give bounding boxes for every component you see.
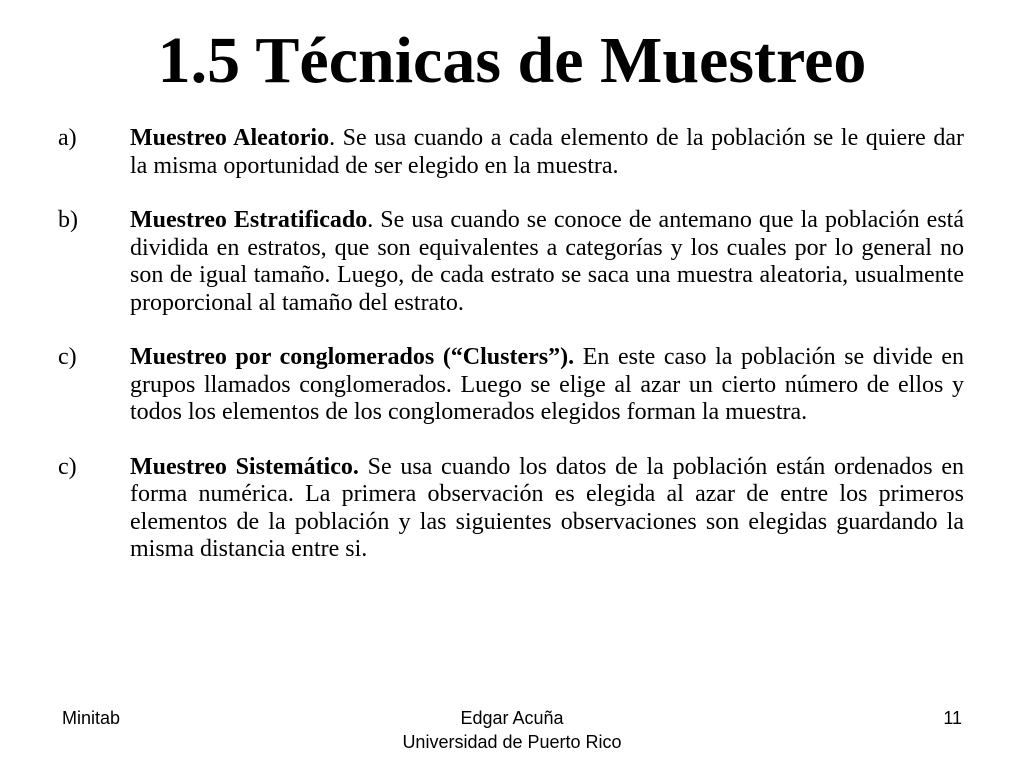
list-item-text bbox=[130, 125, 964, 180]
list-item-random-sampling bbox=[58, 125, 964, 180]
term-description: . Se usa cuando a cada elemento de la población se le quiere dar la misma oportunidad de ser elegido en la muestra. bbox=[130, 125, 964, 179]
list-marker: c) bbox=[58, 344, 77, 370]
slide-title: 1.5 Técnicas de Muestreo bbox=[157, 24, 867, 97]
list-item-text bbox=[130, 207, 964, 317]
footer-author-name: Edgar Acuña bbox=[460, 708, 564, 728]
footer-author bbox=[312, 706, 712, 754]
list-marker: c) bbox=[58, 453, 77, 480]
term-label: Muestreo Estratificado bbox=[130, 207, 368, 233]
page-number: 11 bbox=[943, 708, 962, 728]
list-item-text bbox=[130, 344, 964, 427]
list-item-cluster-sampling bbox=[58, 344, 964, 427]
list-marker: b) bbox=[58, 207, 78, 233]
term-description: Se usa cuando los datos de la población están ordenados en forma numérica. La primera observación es elegida al azar de entre los primeros elementos de la población y las siguientes observaciones son elegidas guardando la misma distancia entre si. bbox=[130, 453, 964, 562]
term-description: . Se usa cuando se conoce de antemano que la población está dividida en estratos, que son equivalentes a categorías y los cuales por lo general no son de igual tamaño. Luego, de cada estrato se saca una muestra aleatoria, usualmente proporcional al tamaño del estrato. bbox=[130, 207, 964, 316]
list-marker: a) bbox=[58, 125, 77, 151]
term-label: Muestreo Aleatorio bbox=[130, 125, 330, 151]
technique-list bbox=[58, 125, 964, 591]
footer-institution: Universidad de Puerto Rico bbox=[402, 732, 622, 752]
term-label: Muestreo Sistemático. bbox=[130, 453, 359, 480]
term-description: En este caso la población se divide en grupos llamados conglomerados. Luego se elige al azar un cierto número de ellos y todos los elementos de los conglomerados elegidos forman la muestra. bbox=[130, 344, 964, 425]
list-item-stratified-sampling bbox=[58, 207, 964, 317]
list-item-text bbox=[130, 454, 964, 564]
list-item-systematic-sampling bbox=[58, 454, 964, 564]
footer-left-text: Minitab bbox=[62, 708, 121, 728]
term-label: Muestreo por conglomerados (“Clusters”). bbox=[130, 344, 575, 370]
